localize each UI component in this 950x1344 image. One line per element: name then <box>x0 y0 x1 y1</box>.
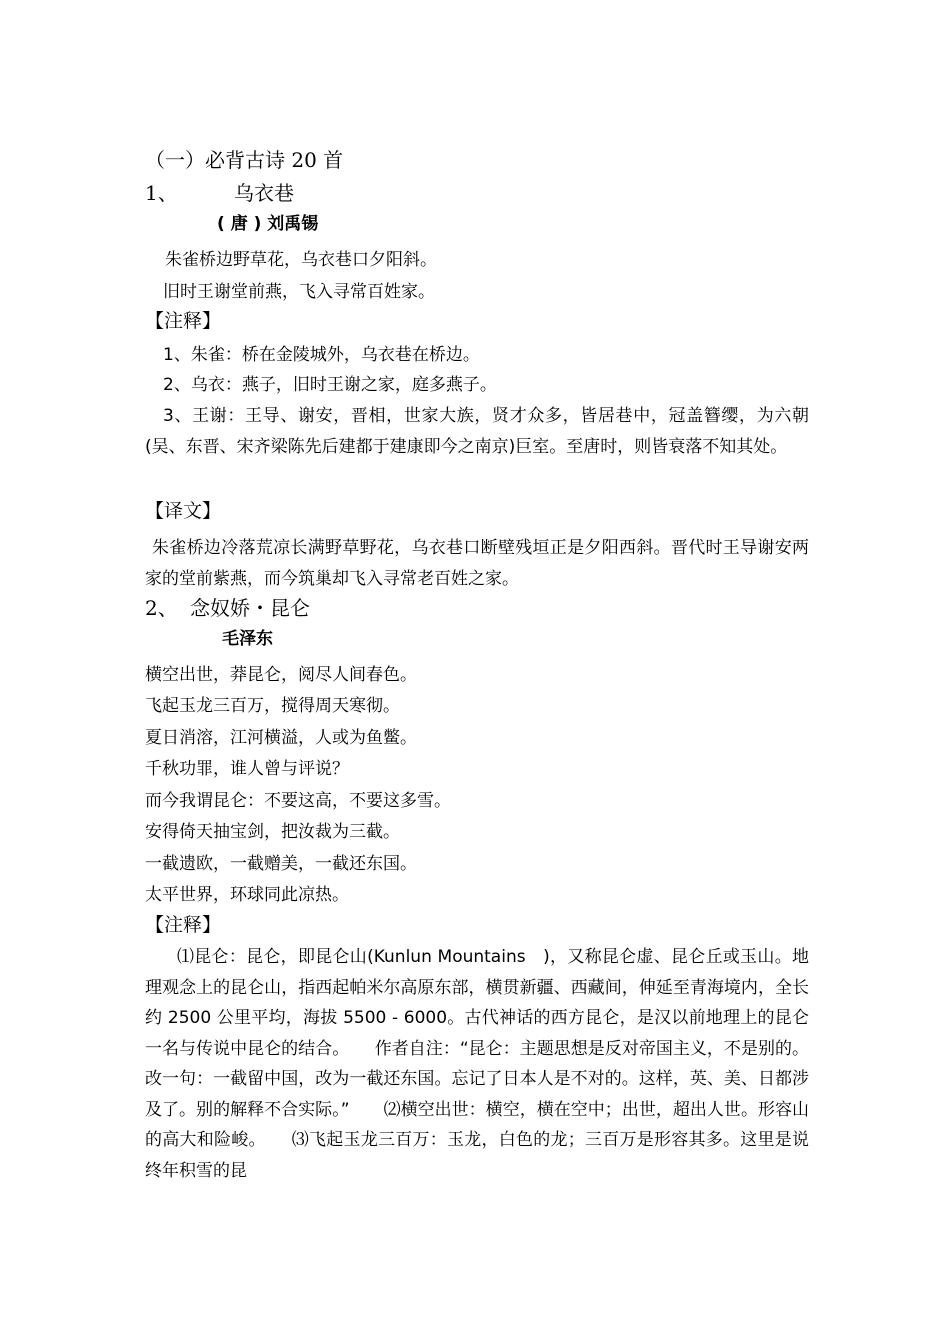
poem1-note-3-text: 3、王谢：王导、谢安，晋相，世家大族，贤才众多，皆居巷中，冠盖簪缨，为六朝(吴、东晋、宋齐梁陈先后建都于建康即今之南京)巨室。至唐时，则皆衰落不知其处。 <box>145 406 809 457</box>
poem2-line-8: 太平世界，环球同此凉热。 <box>145 885 349 905</box>
poem2-line-1: 横空出世，莽昆仑，阅尽人间春色。 <box>145 665 417 685</box>
poem2-line-7: 一截遗欧，一截赠美，一截还东国。 <box>145 854 417 874</box>
poem1-translation-heading: 【译文】 <box>145 500 222 522</box>
poem1-title: 乌衣巷 <box>234 181 294 205</box>
poem1-line-1: 朱雀桥边野草花，乌衣巷口夕阳斜。 <box>165 250 437 270</box>
poem2-line-4: 千秋功罪，谁人曾与评说？ <box>145 759 349 779</box>
poem2-line-6: 安得倚天抽宝剑，把汝裁为三截。 <box>145 822 400 842</box>
poem1-author: ( 唐 ) 刘禹锡 <box>217 214 319 234</box>
poem1-note-1: 1、朱雀：桥在金陵城外，乌衣巷在桥边。 <box>163 345 480 365</box>
poem1-translation-text: 朱雀桥边冷落荒凉长满野草野花，乌衣巷口断壁残垣正是夕阳西斜。晋代时王导谢安两家的堂前紫燕，而今筑巢却飞入寻常老百姓之家。 <box>145 538 809 589</box>
poem2-line-3: 夏日消溶，江河横溢，人或为鱼鳖。 <box>145 728 417 748</box>
poem2-author: 毛泽东 <box>222 629 273 649</box>
poem2-notes <box>145 942 809 1202</box>
poem2-title: 念奴娇・昆仑 <box>190 596 310 620</box>
poem2-notes-text: ⑴昆仑：昆仑，即昆仑山(Kunlun Mountains )，又称昆仑虚、昆仑丘或玉山。地理观念上的昆仑山，指西起帕米尔高原东部，横贯新疆、西藏间，伸延至青海境内，全长约 2500 公里平均，海拔 5500 - 6000。古代神话的西方昆仑，是汉以前地理上的昆仑一名与传说中昆仑的结合。 作者自注：“昆仑：主题思想是反对帝国主义，不是别的。改一句：一截留中国，改为一截还东国。忘记了日本人是不对的。这样，英、美、日都涉及了。别的解释不合实际。” ⑵横空出世：横空，横在空中；出世，超出人世。形容山的高大和险峻。 ⑶飞起玉龙三百万：玉龙，白色的龙；三百万是形容其多。这里是说终年积雪的昆 <box>145 947 809 1181</box>
section-title: （一）必背古诗 20 首 <box>145 148 344 172</box>
poem2-number: 2、 <box>145 596 178 620</box>
poem1-note-2: 2、乌衣：燕子，旧时王谢之家，庭多燕子。 <box>163 375 497 395</box>
poem1-note-3 <box>145 401 809 462</box>
poem2-line-2: 飞起玉龙三百万，搅得周天寒彻。 <box>145 696 400 716</box>
poem2-notes-heading: 【注释】 <box>145 914 222 936</box>
poem1-notes-heading: 【注释】 <box>145 310 222 332</box>
poem1-translation <box>145 533 809 594</box>
poem1-line-2: 旧时王谢堂前燕，飞入寻常百姓家。 <box>163 282 435 302</box>
poem1-number: 1、 <box>145 181 178 205</box>
poem2-line-5: 而今我谓昆仑：不要这高，不要这多雪。 <box>145 791 451 811</box>
